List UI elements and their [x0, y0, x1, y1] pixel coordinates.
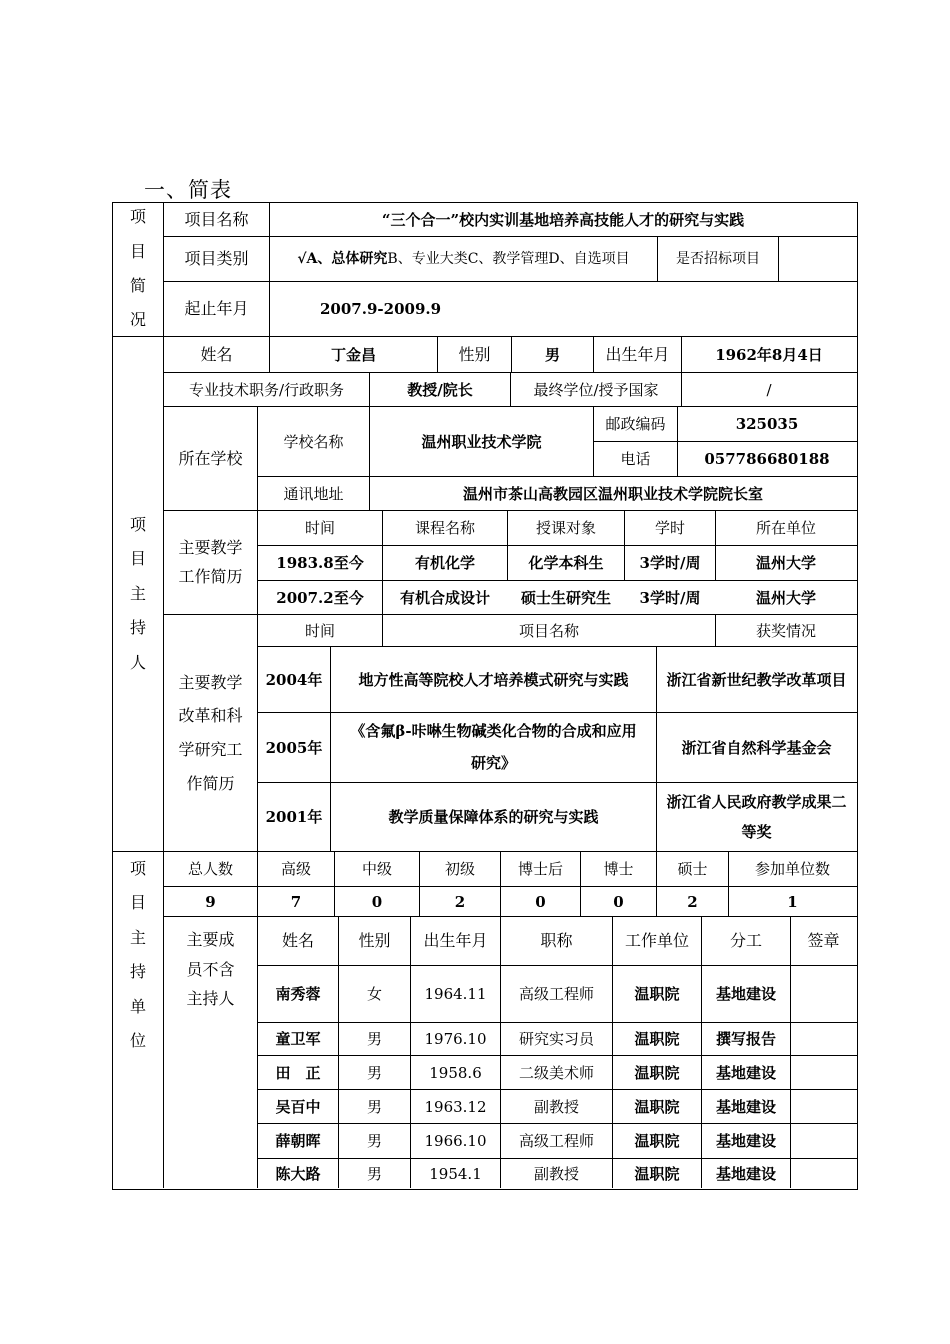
host-birth-label: 出生年月 [605, 344, 670, 364]
host-gender-label: 性别 [458, 344, 491, 364]
member-title: 二级美术师 [518, 1063, 594, 1082]
member-name: 薛朝晖 [275, 1132, 321, 1150]
host-title-label: 专业技术职务/行政职务 [188, 380, 345, 399]
member-title: 副教授 [533, 1164, 579, 1183]
member-gender: 男 [366, 1063, 382, 1082]
teaching-header: 时间 [304, 519, 335, 537]
research-cell [657, 647, 856, 712]
member-name: 田 正 [275, 1063, 321, 1082]
member-title: 高级工程师 [518, 1132, 594, 1150]
host-title-value: 教授/院长 [407, 380, 473, 399]
member-role: 撰写报告 [715, 1030, 776, 1048]
member-role: 基地建设 [715, 1132, 776, 1150]
bid-label: 是否招标项目 [676, 250, 760, 267]
member-birth: 1964.11 [424, 985, 487, 1003]
teaching-cell: 有机合成设计 [399, 588, 490, 607]
stats-header: 中级 [361, 860, 392, 878]
research-cell: 地方性高等院校人才培养模式研究与实践 [358, 670, 629, 689]
stats-value: 2 [454, 892, 466, 911]
member-name: 童卫军 [275, 1030, 321, 1048]
research-cell [331, 713, 656, 782]
teaching-cell: 有机化学 [414, 554, 475, 572]
stats-header: 硕士 [677, 860, 708, 878]
member-birth: 1976.10 [424, 1030, 487, 1048]
members-label-text: 主要成员不含主持人 [186, 930, 235, 1009]
member-unit: 温职院 [634, 1030, 680, 1048]
member-header: 分工 [729, 931, 762, 951]
research-cell-text: 浙江省新世纪教学改革项目 [666, 670, 847, 689]
member-birth: 1958.6 [429, 1063, 482, 1082]
host-name-label: 姓名 [200, 344, 233, 364]
research-header: 时间 [304, 621, 335, 640]
member-gender: 男 [366, 1132, 382, 1150]
member-gender: 男 [366, 1097, 382, 1116]
host-degree-label: 最终学位/授予国家 [533, 380, 659, 399]
members-label [164, 917, 257, 1025]
member-role: 基地建设 [715, 985, 776, 1003]
teaching-label-text: 主要教学工作简历 [178, 537, 243, 586]
member-header: 工作单位 [624, 931, 689, 951]
teaching-cell: 硕士生研究生 [520, 588, 611, 607]
project-type-value [270, 237, 657, 281]
member-gender: 男 [366, 1164, 382, 1183]
stats-value: 7 [290, 892, 302, 911]
research-cell-text: 《含氟β-咔啉生物碱类化合物的合成和应用研究》 [350, 722, 637, 772]
address-label: 通讯地址 [283, 484, 344, 503]
stats-value: 0 [535, 892, 546, 911]
member-title: 研究实习员 [518, 1030, 594, 1048]
project-type-options: B、专业大类C、教学管理D、自选项目 [387, 250, 630, 267]
host-section-label: 项目主持人 [129, 515, 146, 672]
research-header: 项目名称 [518, 621, 579, 640]
stats-header: 总人数 [187, 860, 233, 878]
teaching-header: 授课对象 [535, 519, 596, 537]
phone-value: 057786680188 [704, 450, 830, 468]
host-degree-value: / [766, 380, 772, 399]
research-header: 获奖情况 [755, 621, 816, 640]
stats-header: 参加单位数 [754, 860, 830, 878]
project-name-value: “三个合一”校内实训基地培养高技能人才的研究与实践 [381, 210, 745, 229]
member-title: 高级工程师 [518, 985, 594, 1003]
section-title: 一、简表 [144, 178, 232, 202]
member-unit: 温职院 [634, 1097, 680, 1116]
member-signature [791, 1090, 856, 1123]
member-name: 南秀蓉 [275, 985, 321, 1003]
member-gender: 女 [366, 985, 382, 1003]
period-value: 2007.9-2009.9 [320, 300, 442, 318]
teaching-cell: 2007.2至今 [276, 588, 364, 607]
member-birth: 1966.10 [424, 1132, 487, 1150]
member-role: 基地建设 [715, 1164, 776, 1183]
member-birth: 1954.1 [429, 1164, 482, 1183]
period-label: 起止年月 [184, 299, 249, 319]
teaching-cell: 温州大学 [755, 554, 816, 572]
stats-header: 初级 [444, 860, 475, 878]
member-signature [791, 1056, 856, 1089]
member-signature [791, 1124, 856, 1158]
project-name-label: 项目名称 [184, 209, 249, 229]
member-role: 基地建设 [715, 1063, 776, 1082]
address-value: 温州市茶山高教园区温州职业技术学院院长室 [462, 484, 763, 503]
postcode-value: 325035 [735, 415, 799, 433]
teaching-header: 课程名称 [414, 519, 475, 537]
stats-header: 博士 [603, 860, 634, 878]
member-signature [791, 966, 856, 1022]
member-name: 陈大路 [275, 1164, 321, 1183]
teaching-header: 所在单位 [755, 519, 816, 537]
host-gender-value: 男 [544, 345, 560, 364]
project-type-selected: √A、总体研究 [297, 250, 388, 267]
research-cell [657, 783, 856, 851]
member-unit: 温职院 [634, 1132, 680, 1150]
member-gender: 男 [366, 1030, 382, 1048]
research-label [164, 615, 257, 851]
project-type-label: 项目类别 [184, 249, 249, 269]
member-unit: 温职院 [634, 1164, 680, 1183]
member-unit: 温职院 [634, 1063, 680, 1082]
member-signature [791, 1159, 856, 1188]
school-name-label: 学校名称 [283, 432, 344, 451]
unit-section-label: 项目主持单位 [129, 859, 146, 1050]
member-header: 出生年月 [423, 931, 488, 951]
stats-value: 2 [687, 892, 698, 911]
teaching-cell: 温州大学 [755, 588, 816, 607]
member-header: 职称 [540, 931, 573, 951]
member-signature [791, 1023, 856, 1055]
stats-value: 0 [613, 892, 624, 911]
host-name-value: 丁金昌 [330, 345, 376, 364]
teaching-cell: 化学本科生 [528, 554, 604, 572]
research-cell: 2005年 [265, 738, 323, 757]
teaching-cell: 1983.8至今 [276, 554, 364, 572]
member-header: 性别 [358, 931, 391, 951]
stats-value: 0 [371, 892, 383, 911]
phone-label: 电话 [620, 450, 651, 468]
member-birth: 1963.12 [424, 1097, 487, 1116]
teaching-cell: 3学时/周 [639, 554, 701, 572]
school-name-value: 温州职业技术学院 [421, 432, 542, 451]
overview-section-label: 项目简况 [129, 207, 146, 330]
research-cell-text: 浙江省人民政府教学成果二等奖 [666, 793, 847, 841]
teaching-cell: 3学时/周 [639, 588, 701, 607]
school-label: 所在学校 [178, 448, 243, 468]
research-cell: 教学质量保障体系的研究与实践 [388, 808, 599, 826]
member-title: 副教授 [533, 1097, 579, 1116]
member-unit: 温职院 [634, 985, 680, 1003]
teaching-label [164, 511, 257, 614]
stats-header: 博士后 [517, 860, 563, 878]
member-role: 基地建设 [715, 1097, 776, 1116]
research-label-text: 主要教学改革和科学研究工作简历 [178, 672, 243, 793]
member-header: 签章 [807, 931, 840, 951]
research-cell: 2001年 [265, 808, 323, 826]
postcode-label: 邮政编码 [605, 415, 666, 433]
stats-value: 9 [205, 892, 216, 911]
member-name: 吴百中 [275, 1097, 321, 1116]
teaching-header: 学时 [654, 519, 685, 537]
stats-value: 1 [787, 892, 798, 911]
member-header: 姓名 [281, 931, 314, 951]
research-cell: 2004年 [265, 670, 323, 689]
host-birth-value: 1962年8月4日 [715, 345, 823, 364]
research-cell: 浙江省自然科学基金会 [681, 738, 832, 757]
stats-header: 高级 [280, 860, 311, 878]
